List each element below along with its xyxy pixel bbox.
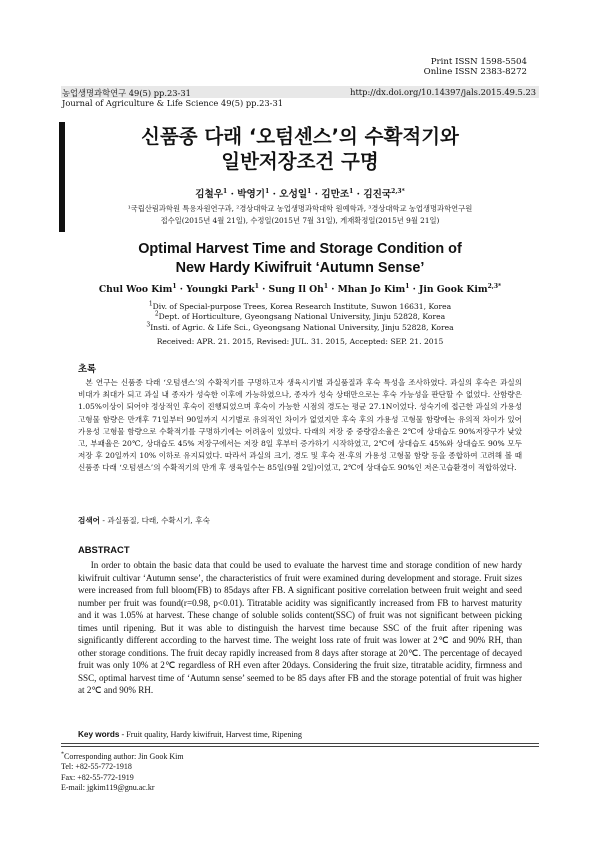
affiliations-english xyxy=(0,302,600,333)
affil-sup: 1 xyxy=(148,300,153,308)
title-korean xyxy=(0,124,600,174)
author-name: Sung Il Oh xyxy=(268,284,324,295)
author-name: Chul Woo Kim xyxy=(98,284,173,295)
footnote-mark: * xyxy=(61,751,64,758)
abstract-english-heading: ABSTRACT xyxy=(78,544,130,555)
footnote-fax: Fax: +82-55-772-1919 xyxy=(61,772,134,782)
affiliation-text: Insti. of Agric. & Life Sci., Gyeongsang National University, Jinju 52828, Korea xyxy=(150,322,454,332)
corresponding-author-footnote xyxy=(61,752,184,793)
authors-english xyxy=(0,284,600,295)
title-english-line1: Optimal Harvest Time and Storage Condition of xyxy=(138,241,462,257)
footnote-email[interactable]: E-mail: jgkim119@gnu.ac.kr xyxy=(61,782,155,792)
footnote-rule xyxy=(61,743,539,744)
title-korean-line2: 일반저장조건 구명 xyxy=(221,150,379,173)
affiliation-line xyxy=(0,323,600,333)
affil-sup: 1 xyxy=(323,282,329,290)
journal-citation-ko: 농업생명과학연구 49(5) pp.23-31 xyxy=(62,88,191,98)
keywords-text: - Fruit quality, Hardy kiwifruit, Harvest time, Ripening xyxy=(119,730,302,739)
keywords-text: - 과실품질, 다래, 수확시기, 후숙 xyxy=(100,516,210,525)
title-korean-line1: 신품종 다래 ‘오텀센스’의 수확적기와 xyxy=(141,125,459,148)
affil-sup: 2,3* xyxy=(487,282,502,290)
author-name: Jin Gook Kim xyxy=(419,284,488,295)
footnote-rule xyxy=(61,746,539,747)
dates-korean: 접수일(2015년 4월 21일), 수정일(2015년 7월 31일), 게재확정일(2015년 9월 21일) xyxy=(160,216,440,225)
footnote-line xyxy=(61,752,184,762)
keywords-english xyxy=(78,730,302,739)
keywords-label: Key words xyxy=(78,730,120,739)
affil-sup: 1 xyxy=(254,282,259,290)
affil-sup: 1 xyxy=(405,282,410,290)
doi-link[interactable]: http://dx.doi.org/10.14397/jals.2015.49.5.23 xyxy=(350,87,536,97)
keywords-label: 검색어 xyxy=(78,516,101,525)
affil-sup: 1 xyxy=(223,187,228,195)
issn-block xyxy=(424,57,527,78)
affil-sup: 1 xyxy=(265,187,270,195)
abstract-korean-body: 본 연구는 신품종 다래 ‘오텀센스’의 수확적기를 구명하고자 생육시기별 과실품질과 후숙 특성을 조사하였다. 과실의 후숙은 과실의 비대가 최대가 되고 과실 내 종자가 성숙한 이후에 가능하였으나, 종자가 성숙 상태만으로는 후숙 가능성을 판단할 수 없었다. 산함량은 1.05%이상이 되어야 정상적인 후숙이 진행되었으며 후숙이 가능한 시점의 경도는 평균 27.1N이었다. 성숙기에 접근한 과실의 가용성 고형물 함량은 만개후 71일부터 90일까지 시기별로 유의적인 차이가 없었지만 후숙 후의 가용성 고형물 함량에는 유의적 차이가 있어 가용성 고형물 함량으로 수확적기를 구명하기에는 어려움이 있었다. 다래의 저장 중 중량감소율은 2℃에 상대습도 90%저장구가 낮았고, 부패율은 20℃, 상대습도 45% 저장구에서는 저장 8일 후부터 증가하기 시작하였고, 2℃에 상대습도 45%와 상대습도 90% 모두 저장 후 20일까지 10% 이하로 유지되었다. 따라서 과실의 크기, 경도 및 후숙 전·후의 가용성 고형물 함량 등을 종합하여 고려해 볼 때 신품종 다래 ‘오텀센스’의 수확적기의 만개 후 생육일수는 85일(9월 2일)이었고, 2℃에 상대습도 90%인 저온고습환경이 적합하였다. xyxy=(78,378,522,473)
author-name: 김진국 xyxy=(363,189,392,200)
footnote-tel: Tel: +82-55-772-1918 xyxy=(61,762,132,772)
affil-sup: 2 xyxy=(154,310,159,318)
separator: · xyxy=(353,189,364,200)
separator: · xyxy=(258,284,269,295)
separator: · xyxy=(269,189,280,200)
separator: · xyxy=(176,284,187,295)
affiliations-korean xyxy=(0,203,600,227)
affil-sup: 1 xyxy=(172,282,177,290)
affiliation-text: Dept. of Horticulture, Gyeongsang National University, Jinju 52828, Korea xyxy=(158,312,446,322)
online-issn: Online ISSN 2383-8272 xyxy=(423,67,527,78)
author-name: 박영기 xyxy=(237,189,266,200)
journal-citation-en: Journal of Agriculture & Life Science 49(5) pp.23-31 xyxy=(62,98,284,108)
title-english-line2: New Hardy Kiwifruit ‘Autumn Sense’ xyxy=(175,260,425,276)
abstract-english-body: In order to obtain the basic data that could be used to evaluate the harvest time and storage condition of new hardy kiwifruit cultivar ‘Autumn sense’, the characteristics of fruit were examined during development and storage. Fruit sizes were increased from full bloom(FB) to 85days after FB. A significant positive correlation between fruit weight and seed number per fruit was found(r=0.98, p<0.01). Titratable acidity was significantly increased from FB to harvest maturity and it was 1.05% at harvest. These change of soluble solids content(SSC) of fruit was not significant between picking times until ripening. But it was able to distinguish the harvest time because SSC of the fruit after ripening was significantly different according to the harvest time. The weight loss rate of fruit was lower at 2℃ and 90% RH, than other storage conditions. The fruit decay rapidly increased from 8 days after storage at 20℃. The percentage of decayed fruit was only 10% at 2℃ regardless of RH even after 20days. Considering the fruit size, titratable acidity, firmness and SSC, optimal harvest time of ‘Autumn sense’ seemed to be 85 days after FB and the storage potential of fruit was higher at 2℃ and 90% RH. xyxy=(78,560,522,695)
affil-sup: 3 xyxy=(146,321,151,329)
authors-korean xyxy=(0,186,600,200)
title-english xyxy=(0,240,600,278)
author-name: 오성일 xyxy=(279,189,308,200)
separator: · xyxy=(311,189,322,200)
affiliation-line xyxy=(0,302,600,312)
affil-sup: 2,3* xyxy=(391,187,405,195)
affil-sup: 1 xyxy=(349,187,354,195)
print-issn: Print ISSN 1598-5504 xyxy=(430,57,527,67)
author-name: Youngki Park xyxy=(186,284,255,295)
affiliation-line: ¹국립산림과학원 특용자원연구과, ²경상대학교 농업생명과학대학 원예학과, ³경상대학교 농업생명과학연구원 xyxy=(127,204,473,213)
separator: · xyxy=(328,284,338,295)
author-name: 김만조 xyxy=(321,189,350,200)
abstract-korean-heading: 초록 xyxy=(78,364,97,375)
separator: · xyxy=(409,284,419,295)
author-name: 김철우 xyxy=(195,189,224,200)
affil-sup: 1 xyxy=(307,187,312,195)
received-dates: Received: APR. 21. 2015, Revised: JUL. 31. 2015, Accepted: SEP. 21. 2015 xyxy=(156,337,444,346)
affiliation-line xyxy=(0,312,600,322)
affiliation-text: Div. of Special-purpose Trees, Korea Research Institute, Suwon 16631, Korea xyxy=(152,302,452,311)
author-name: Mhan Jo Kim xyxy=(337,284,406,295)
keywords-korean xyxy=(78,515,210,526)
corresponding-author: Corresponding author: Jin Gook Kim xyxy=(64,752,184,761)
separator: · xyxy=(227,189,238,200)
